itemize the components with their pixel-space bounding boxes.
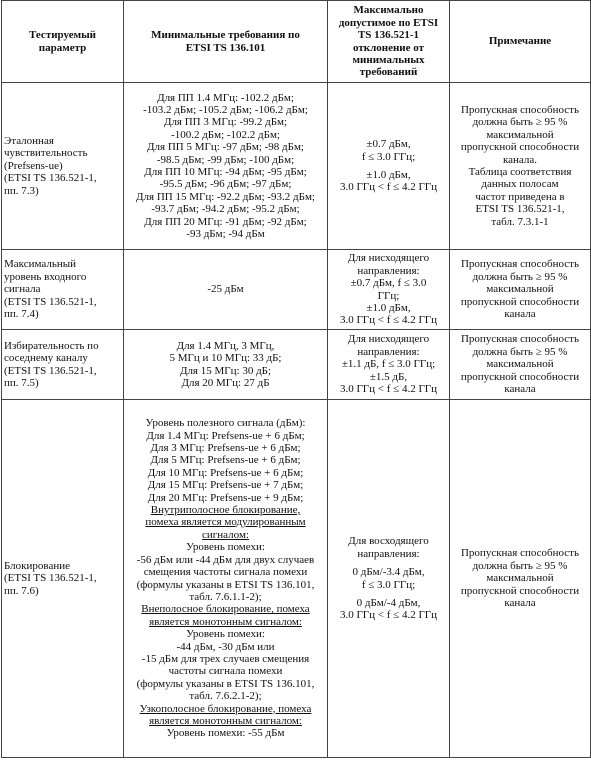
deviation-cell [328, 250, 450, 330]
cell-line: пп. 7.6) [4, 584, 39, 597]
cell-line: 0 дБм/-3.4 дБм, [352, 566, 425, 579]
param-cell [2, 400, 124, 758]
cell-line: Для нисходящего [347, 333, 430, 346]
note-cell [450, 400, 591, 758]
cell-line: -93 дБм; -94 дБм [186, 228, 265, 241]
deviation-cell [328, 400, 450, 758]
cell-line: табл. 7.6.2.1-2); [189, 690, 262, 703]
cell-line: пп. 7.4) [4, 308, 39, 321]
cell-line: Пропускная способность [460, 333, 580, 346]
cell-line: (ETSI TS 136.521-1, [4, 572, 97, 585]
cell-line: Для 5 МГц: Prefsens-ue + 6 дБм; [150, 454, 301, 467]
cell-line: Уровень полезного сигнала (дБм): [145, 417, 306, 430]
cell-line: Пропускная способность [460, 547, 580, 560]
cell-line: (ETSI TS 136.521-1, [4, 295, 97, 308]
header-max-dev: Максимально допустимое по ETSI TS 136.521-1 отклонение от минимальных требований [328, 1, 450, 83]
cell-line: ±0.7 дБм, [366, 138, 411, 151]
cell-line: пп. 7.5) [4, 376, 39, 389]
cell-line: Для ПП 10 МГц: -94 дБм; -95 дБм; [144, 166, 307, 178]
cell-line: -98.5 дБм; -99 дБм; -100 дБм; [156, 153, 295, 166]
cell-line: чувствительность [4, 147, 88, 160]
cell-line: -56 дБм или -44 дБм для двух случаев [136, 553, 315, 566]
cell-line: направления: [357, 547, 420, 560]
cell-line: должна быть ≥ 95 % [472, 116, 568, 129]
deviation-cell [328, 83, 450, 250]
table-row [2, 330, 591, 400]
cell-line: Внутриполосное блокирование, [150, 504, 301, 517]
cell-line: ETSI TS 136.521-1, [475, 203, 565, 216]
cell-line: уровень входного [4, 270, 87, 283]
cell-line: ±1.0 дБм, [366, 169, 411, 181]
header-min-req: Минимальные требования по ETSI TS 136.101 [124, 1, 328, 83]
cell-line: 3.0 ГГц < f ≤ 4.2 ГГц [339, 383, 438, 396]
cell-line: направления: [357, 345, 420, 358]
cell-line: 3.0 ГГц < f ≤ 4.2 ГГц [339, 314, 438, 327]
cell-line: Уровень помехи: [186, 541, 265, 554]
cell-line: ±1.5 дБ, [369, 370, 408, 383]
cell-line: Максимальный [4, 258, 77, 271]
cell-line: -25 дБм [207, 283, 244, 296]
cell-line: ±0.7 дБм, f ≤ 3.0 [350, 277, 427, 290]
cell-line: Пропускная способность [460, 258, 580, 271]
cell-line: Для ПП 5 МГц: -97 дБм; -98 дБм; [147, 141, 304, 154]
header-note: Примечание [450, 1, 591, 83]
cell-line: (формулы указаны в ETSI TS 136.101, [136, 578, 315, 591]
cell-line: -95.5 дБм; -96 дБм; -97 дБм; [159, 178, 292, 191]
cell-line: 0 дБм/-4 дБм, [356, 596, 421, 609]
cell-line: сигнала [4, 283, 41, 296]
cell-line: Уровень помехи: -55 дБм [166, 727, 285, 740]
cell-line: -100.2 дБм; -102.2 дБм; [171, 128, 280, 141]
cell-line: ±1.1 дБ, f ≤ 3.0 ГГц; [341, 358, 436, 371]
deviation-cell [328, 330, 450, 400]
cell-line: Пропускная способность [460, 103, 580, 116]
cell-line: канала [504, 308, 536, 321]
cell-line: Эталонная [4, 134, 54, 147]
cell-line: помеха является модулированным [145, 516, 306, 529]
cell-line: Для 15 МГц: Prefsens-ue + 7 дБм; [147, 479, 304, 492]
cell-line: (формулы указаны в ETSI TS 136.101, [136, 677, 315, 690]
cell-line: пп. 7.3) [4, 184, 39, 197]
header-param: Тестируемый параметр [2, 1, 124, 83]
param-cell [2, 250, 124, 330]
cell-line: Для ПП 1.4 МГц: -102.2 дБм; [157, 91, 294, 104]
cell-line: 3.0 ГГц < f ≤ 4.2 ГГц [339, 609, 438, 622]
note-cell [450, 330, 591, 400]
header-row [2, 1, 591, 83]
cell-line: максимальной [486, 128, 554, 141]
cell-line: Для ПП 3 МГц: -99.2 дБм; [163, 116, 288, 129]
table-row [2, 250, 591, 330]
cell-line: табл. 7.6.1.1-2); [189, 590, 262, 603]
cell-line: Для 1.4 МГц: Prefsens-ue + 6 дБм; [146, 429, 305, 442]
cell-line: (ETSI TS 136.521-1, [4, 364, 97, 377]
cell-line: Для ПП 20 МГц: -91 дБм; -92 дБм; [144, 215, 307, 228]
cell-line: Блокирование [4, 559, 70, 572]
cell-line: Для нисходящего [347, 252, 430, 265]
cell-line: -15 дБм для трех случаев смещения [141, 652, 310, 665]
cell-line: Для восходящего [348, 535, 429, 548]
cell-line: ±1.0 дБм, [366, 301, 411, 314]
cell-line: смещения частоты сигнала помехи [143, 566, 308, 579]
note-cell [450, 250, 591, 330]
requirements-cell [124, 83, 328, 250]
cell-line: пропускной способности [460, 370, 580, 383]
cell-line: -44 дБм, -30 дБм или [176, 640, 275, 653]
requirements-table [1, 0, 591, 758]
cell-line: Уровень помехи: [186, 628, 265, 641]
cell-line: соседнему каналу [4, 352, 88, 365]
table-row [2, 83, 591, 250]
table-row [2, 400, 591, 758]
cell-line: ГГц; [377, 289, 400, 302]
cell-line: должна быть ≥ 95 % [472, 270, 568, 283]
cell-line: f ≤ 3.0 ГГц; [361, 150, 416, 163]
cell-line: 5 МГц и 10 МГц: 33 дБ; [169, 352, 282, 365]
cell-line: Для 20 МГц: Prefsens-ue + 9 дБм; [147, 491, 304, 504]
cell-line: канала. [502, 153, 538, 166]
cell-line: Узкополосное блокирование, помеха [139, 702, 312, 715]
requirements-cell [124, 400, 328, 758]
cell-line: максимальной [486, 358, 554, 371]
cell-line: должна быть ≥ 95 % [472, 345, 568, 358]
cell-line: Для 20 МГц: 27 дБ [181, 376, 270, 389]
cell-line: максимальной [486, 572, 554, 585]
cell-line: Для 10 МГц: Prefsens-ue + 6 дБм; [147, 466, 304, 479]
cell-line: является монотонным сигналом: [149, 615, 302, 628]
cell-line: пропускной способности [460, 295, 580, 308]
cell-line: Внеполосное блокирование, помеха [141, 603, 310, 616]
cell-line: (ETSI TS 136.521-1, [4, 172, 97, 185]
cell-line: данных полосам [481, 178, 559, 191]
cell-line: канала [504, 383, 536, 396]
cell-line: канала [504, 597, 536, 610]
cell-line: Для 1.4 МГц, 3 МГц, [176, 339, 275, 352]
note-cell [450, 83, 591, 250]
cell-line: Избирательность по [4, 339, 99, 352]
cell-line: максимальной [486, 283, 554, 296]
requirements-cell [124, 330, 328, 400]
cell-line: Таблица соответствия [468, 166, 572, 178]
cell-line: пропускной способности [460, 141, 580, 154]
param-cell [2, 330, 124, 400]
cell-line: сигналом: [202, 528, 249, 541]
cell-line: Для 15 МГц: 30 дБ; [179, 364, 272, 377]
cell-line: частот приведена в [475, 190, 565, 203]
requirements-cell [124, 250, 328, 330]
param-cell [2, 83, 124, 250]
cell-line: f ≤ 3.0 ГГц; [361, 578, 416, 591]
cell-line: 3.0 ГГц < f ≤ 4.2 ГГц [339, 181, 438, 194]
cell-line: табл. 7.3.1-1 [491, 215, 549, 228]
cell-line: частоты сигнала помехи [168, 665, 283, 678]
cell-line: (Prefsens-ue) [4, 159, 63, 172]
cell-line: направления: [357, 264, 420, 277]
cell-line: Для ПП 15 МГц: -92.2 дБм; -93.2 дБм; [136, 190, 315, 203]
cell-line: является монотонным сигналом: [149, 714, 302, 727]
cell-line: Для 3 МГц: Prefsens-ue + 6 дБм; [150, 442, 301, 455]
cell-line: должна быть ≥ 95 % [472, 559, 568, 572]
cell-line: -103.2 дБм; -105.2 дБм; -106.2 дБм; [143, 103, 308, 116]
cell-line: -93.7 дБм; -94.2 дБм; -95.2 дБм; [151, 203, 300, 216]
cell-line: пропускной способности [460, 584, 580, 597]
